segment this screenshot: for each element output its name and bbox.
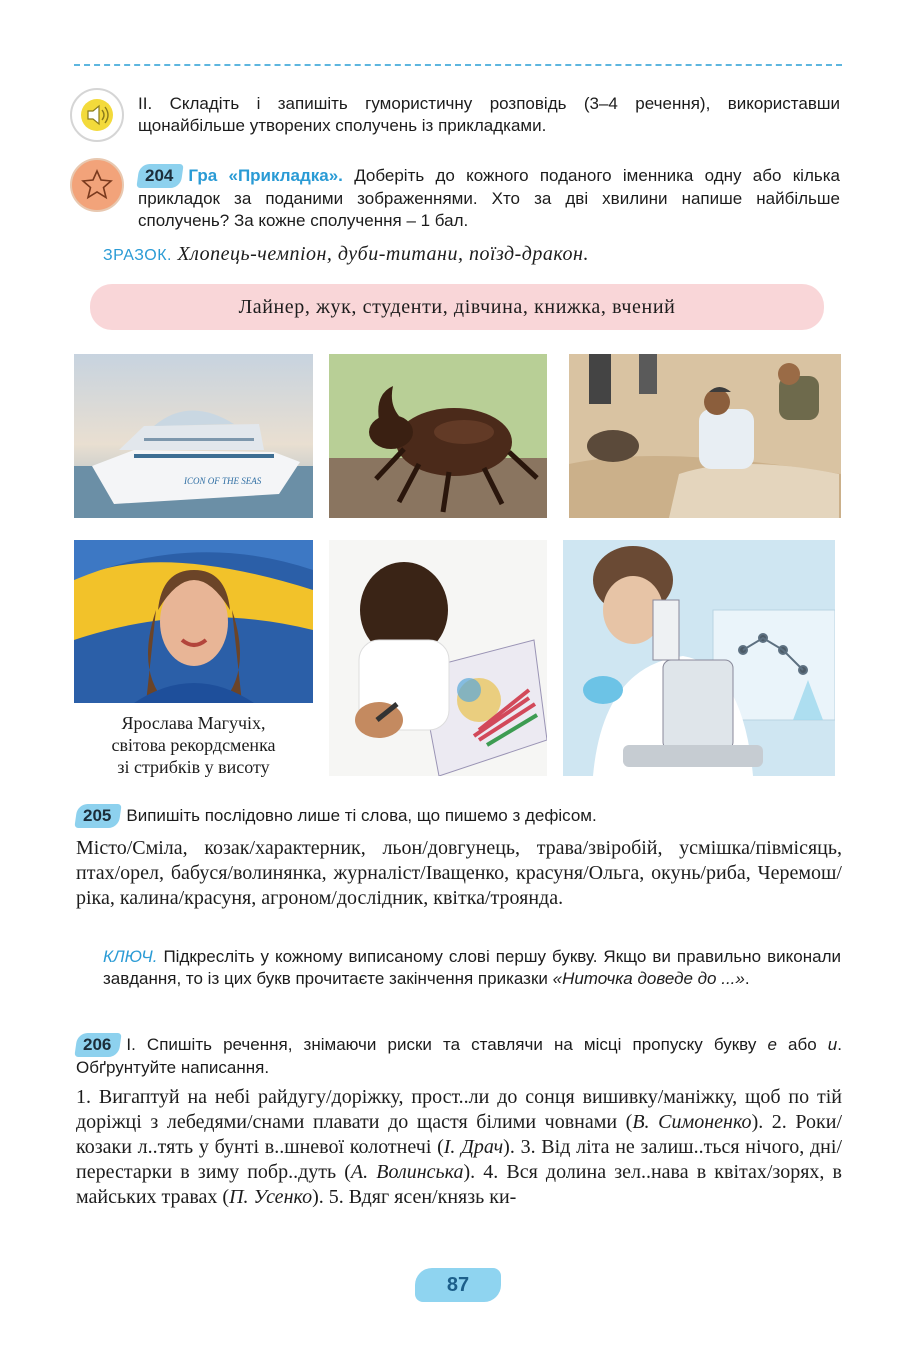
ex204-number-badge: 204 xyxy=(136,164,184,188)
sentence-2: ). 2. Роки/козаки л..тять у бунті в..шневої колотнечі ( xyxy=(76,1111,842,1158)
sentence-5: ). 5. Вдяг ясен/князь ки- xyxy=(312,1186,517,1208)
ex206-number-badge: 206 xyxy=(74,1033,122,1057)
photo-scientist-microscope xyxy=(563,540,835,776)
author-1: В. Симоненко xyxy=(632,1111,752,1133)
ex206-instruction-a: І. Спишіть речення, знімаючи риски та ставлячи на місці пропуску букву xyxy=(126,1035,768,1054)
caption-line-3: зі стрибків у висоту xyxy=(117,757,270,777)
sample-text: Хлопець-чемпіон, дуби-титани, поїзд-дракон. xyxy=(171,243,589,265)
ex206-sentences xyxy=(76,1085,842,1210)
ex206-instruction-b: або xyxy=(776,1035,828,1054)
photo-beetle xyxy=(329,354,547,518)
letter-e: е xyxy=(767,1035,777,1054)
caption-line-1: Ярослава Магучіх, xyxy=(121,713,266,733)
caption-line-2: світова рекордсменка xyxy=(111,735,276,755)
ex204-title: Гра «Прикладка». xyxy=(188,166,343,185)
sentence-4: ). 4. Вся долина зел..нава в квітах/зорях, в майських травах ( xyxy=(76,1161,842,1208)
ex206-instruction-c: . Обґрунтуйте написання. xyxy=(76,1035,842,1077)
task-ii-text: ІІ. Складіть і запишіть гумористичну розповідь (3–4 речення), використавши щонайбільше утворених сполучень із прикладками. xyxy=(138,94,840,135)
author-3: А. Волинська xyxy=(350,1161,464,1183)
ex205-instruction-line xyxy=(76,804,842,828)
athlete-caption xyxy=(74,712,313,778)
ship-name-text: ICON OF THE SEAS xyxy=(184,476,262,486)
sentence-1: 1. Вигаптуй на небі райдугу/доріжку, прост..ли до сонця вишивку/маніжку, щоб по тій доріжці з лебедями/снами плавати до щастя білими човнами ( xyxy=(76,1086,842,1133)
author-4: П. Усенко xyxy=(229,1186,313,1208)
sample-label: ЗРАЗОК. xyxy=(103,247,172,264)
ex204-sample xyxy=(103,243,823,266)
top-divider xyxy=(74,64,842,66)
key-text: Підкресліть у кожному виписаному слові першу букву. Якщо ви правильно виконали завдання, то із цих букв прочитаєте закінчення приказки xyxy=(103,947,841,988)
sentence-3: ). 3. Від літа не залиш..ться нічого, дні/перестарки в зиму побр..дуть ( xyxy=(76,1136,842,1183)
page-number xyxy=(415,1268,501,1302)
ex205-instruction: Випишіть послідовно лише ті слова, що пишемо з дефісом. xyxy=(126,806,597,825)
photo-athlete xyxy=(74,540,313,703)
photo-child-coloring-book xyxy=(329,540,547,776)
page-number-text: 87 xyxy=(446,1273,470,1296)
speaker-icon xyxy=(70,88,124,142)
ex204-text xyxy=(138,164,840,232)
photo-excavation xyxy=(569,354,841,518)
words-list: Лайнер, жук, студенти, дівчина, книжка, вчений xyxy=(238,295,676,318)
letter-y: и xyxy=(827,1035,838,1054)
ex204-instruction: Доберіть до кожного поданого іменника одну або кілька прикладок за поданими зображеннями. Хто за дві хвилини напише найбільше сполучень? За кожне сполучення – 1 бал. xyxy=(138,166,840,230)
ex205-number-badge: 205 xyxy=(74,804,122,828)
key-end: . xyxy=(744,969,750,988)
author-2: І. Драч xyxy=(443,1136,504,1158)
ex205-key xyxy=(103,946,841,990)
photo-cruise-liner xyxy=(74,354,313,518)
ex205-words: Місто/Сміла, козак/характерник, льон/довгунець, трава/звіробій, усмішка/півмісяць, птах/орел, бабуся/волинянка, журналіст/Іващенко, красуня/Ольга, окунь/риба, Черемош/ріка, калина/красуня, агроном/дослідник, квітка/троянда. xyxy=(76,837,842,909)
ex206-instruction xyxy=(76,1033,842,1079)
key-label: КЛЮЧ. xyxy=(103,947,158,966)
key-quote: «Ниточка доведе до ...» xyxy=(552,969,745,988)
words-box xyxy=(90,284,824,330)
star-icon xyxy=(70,158,124,212)
